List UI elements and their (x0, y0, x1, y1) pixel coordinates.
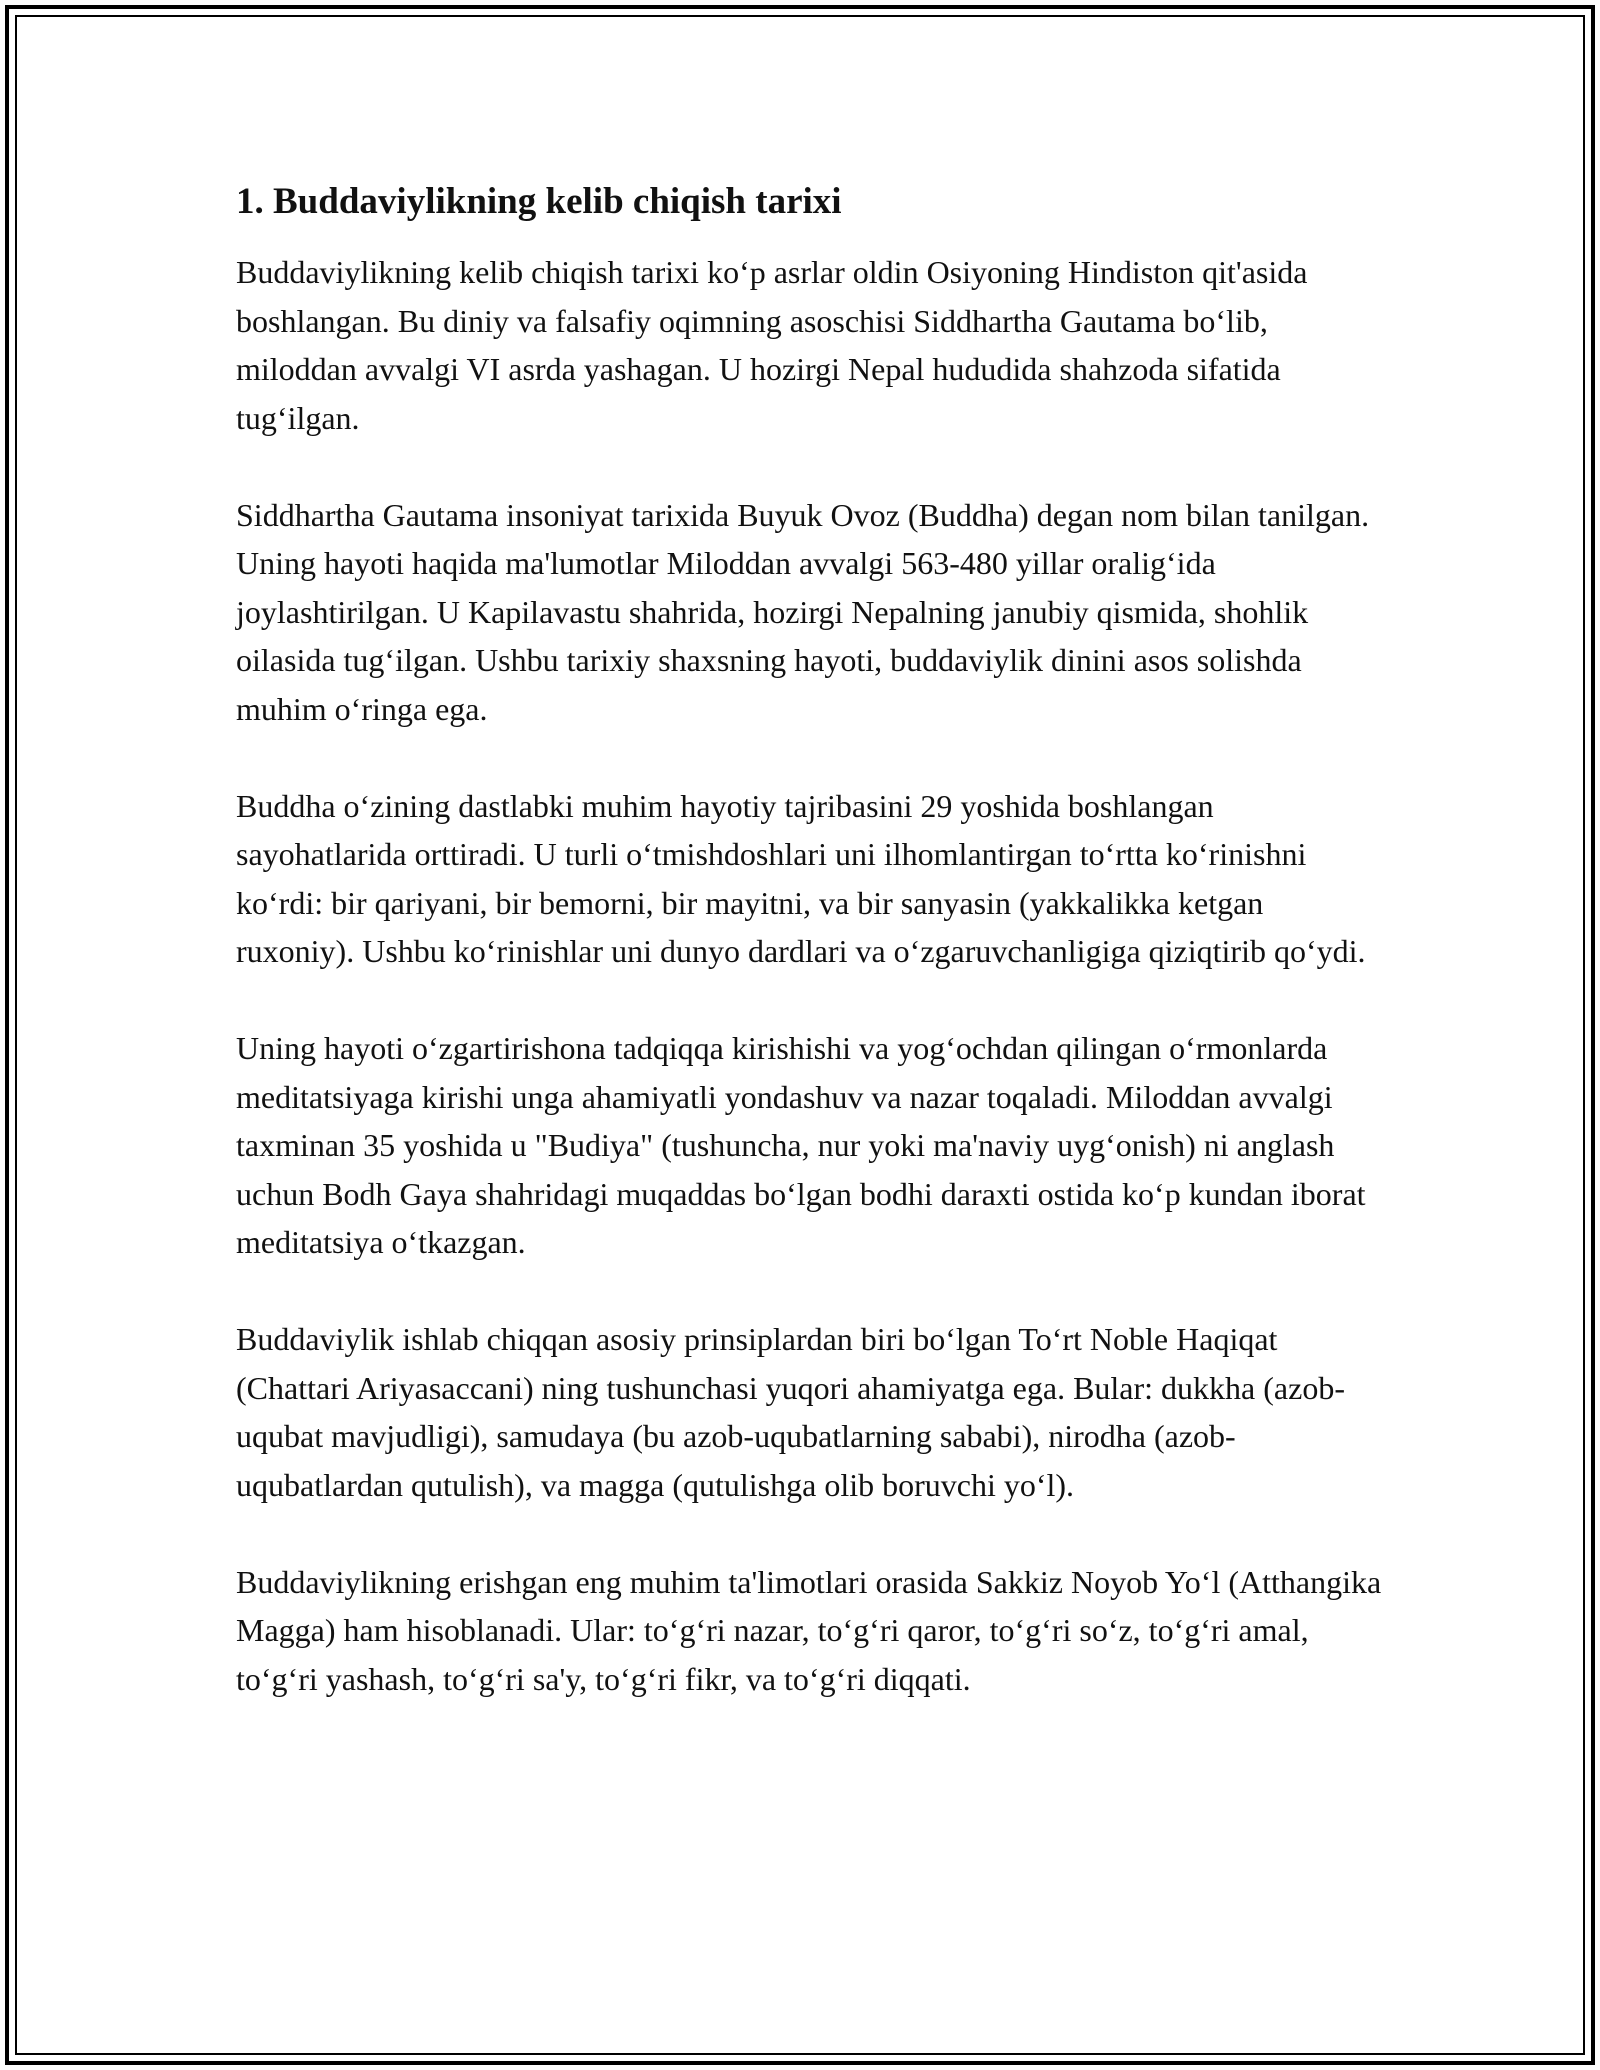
paragraph-1: Buddaviylikning kelib chiqish tarixi koʻp asrlar oldin Osiyoning Hindiston qit'asida boshlangan. Bu diniy va falsafiy oqimning asoschisi Siddhartha Gautama boʻlib, miloddan avvalgi VI asrda yashagan. U hozirgi Nepal hududida shahzoda sifatida tugʻilgan. (236, 254, 1308, 436)
section-heading: 1. Buddaviylikning kelib chiqish tarixi (236, 181, 842, 222)
paragraph-2: Siddhartha Gautama insoniyat tarixida Buyuk Ovoz (Buddha) degan nom bilan tanilgan. Uning hayoti haqida ma'lumotlar Miloddan avvalgi 563-480 yillar oraligʻida joylashtirilgan. U Kapilavastu shahrida, hozirgi Nepalning janubiy qismida, shohlik oilasida tugʻilgan. Ushbu tarixiy shaxsning hayoti, buddaviylik dinini asos solishda muhim oʻringa ega. (236, 496, 1370, 727)
document-body (236, 180, 1386, 1752)
paragraph-4: Uning hayoti oʻzgartirishona tadqiqqa kirishishi va yogʻochdan qilingan oʻrmonlarda meditatsiyaga kirishi unga ahamiyatli yondashuv va nazar toqaladi. Miloddan avvalgi taxminan 35 yoshida u "Budiya" (tushuncha, nur yoki ma'naviy uygʻonish) ni anglash uchun Bodh Gaya shahridagi muqaddas boʻlgan bodhi daraxti ostida koʻp kundan iborat meditatsiya oʻtkazgan. (236, 1030, 1366, 1261)
paragraph-6: Buddaviylikning erishgan eng muhim ta'limotlari orasida Sakkiz Noyob Yoʻl (Atthangika Magga) ham hisoblanadi. Ular: toʻgʻri nazar, toʻgʻri qaror, toʻgʻri soʻz, toʻgʻri amal, toʻgʻri yashash, toʻgʻri sa'y, toʻgʻri fikr, va toʻgʻri diqqati. (236, 1563, 1382, 1697)
paragraph-3: Buddha oʻzining dastlabki muhim hayotiy tajribasini 29 yoshida boshlangan sayohatlarida orttiradi. U turli oʻtmishdoshlari uni ilhomlantirgan toʻrtta koʻrinishni koʻrdi: bir qariyani, bir bemorni, bir mayitni, va bir sanyasin (yakkalikka ketgan ruxoniy). Ushbu koʻrinishlar uni dunyo dardlari va oʻzgaruvchanligiga qiziqtirib qoʻydi. (236, 787, 1366, 970)
paragraph-5: Buddaviylik ishlab chiqqan asosiy prinsiplardan biri boʻlgan Toʻrt Noble Haqiqat (Chattari Ariyasaccani) ning tushunchasi yuqori ahamiyatga ega. Bular: dukkha (azob-uqubat mavjudligi), samudaya (bu azob-uqubatlarning sababi), nirodha (azob-uqubatlardan qutulish), va magga (qutulishga olib boruvchi yoʻl). (236, 1321, 1345, 1503)
